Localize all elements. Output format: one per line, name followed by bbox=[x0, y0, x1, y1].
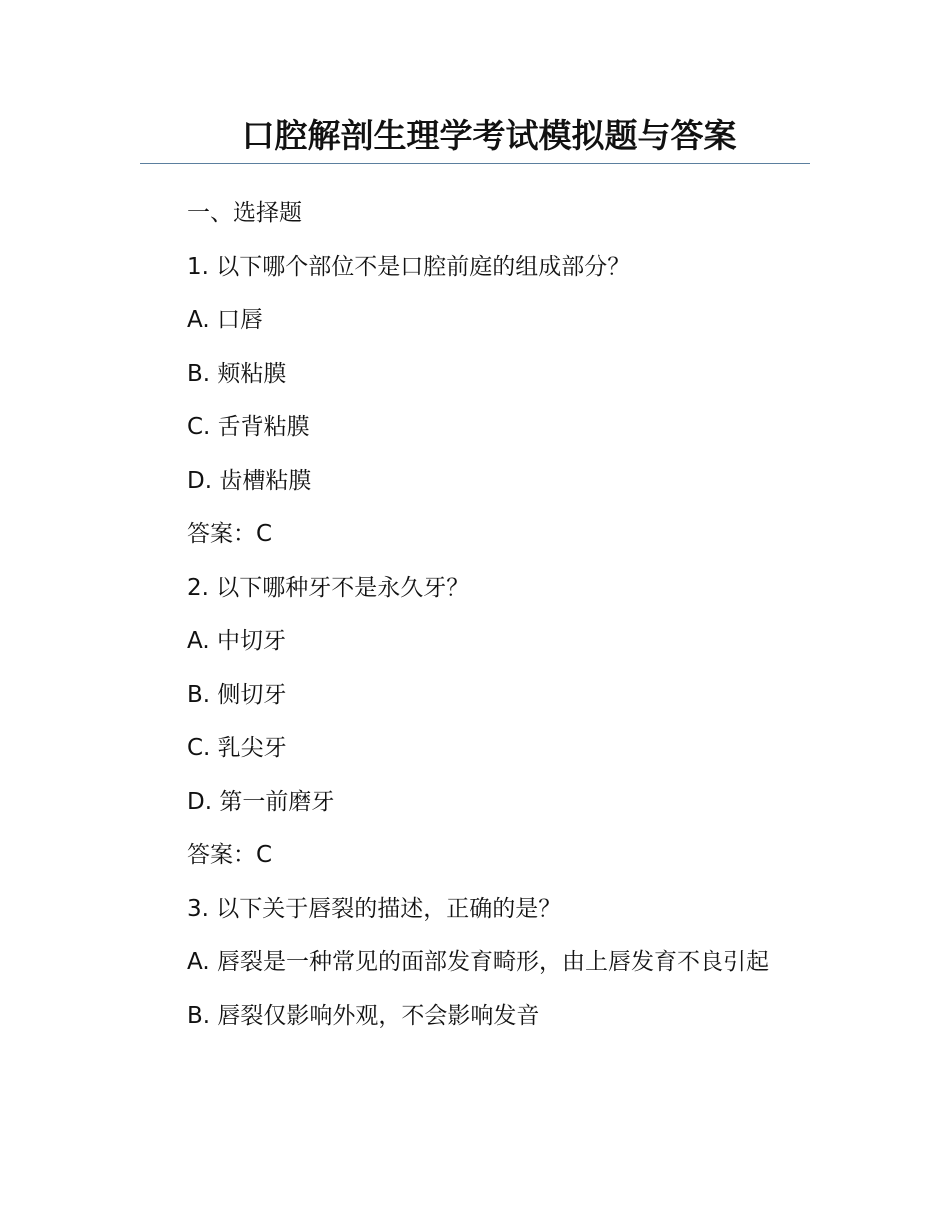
question-3-option-b: B. 唇裂仅影响外观，不会影响发音 bbox=[187, 1002, 540, 1029]
question-2-answer: 答案：C bbox=[187, 842, 273, 868]
section-heading: 一、选择题 bbox=[187, 200, 302, 226]
question-2-option-c: C. 乳尖牙 bbox=[187, 735, 287, 761]
question-1-option-b: B. 颊粘膜 bbox=[187, 360, 287, 387]
question-2-option-a: A. 中切牙 bbox=[187, 628, 286, 654]
document-title: 口腔解剖生理学考试模拟题与答案 bbox=[241, 116, 737, 155]
question-2-option-d: D. 第一前磨牙 bbox=[187, 788, 335, 815]
question-3: 3. 以下关于唇裂的描述，正确的是？ bbox=[187, 895, 562, 922]
question-3-option-a: A. 唇裂是一种常见的面部发育畸形，由上唇发育不良引起 bbox=[187, 949, 769, 975]
title-underline bbox=[140, 163, 810, 164]
question-1: 1. 以下哪个部位不是口腔前庭的组成部分？ bbox=[187, 253, 631, 280]
question-1-option-c: C. 舌背粘膜 bbox=[187, 414, 310, 440]
question-2: 2. 以下哪种牙不是永久牙？ bbox=[187, 574, 470, 601]
question-2-option-b: B. 侧切牙 bbox=[187, 681, 287, 708]
question-1-answer: 答案：C bbox=[187, 521, 273, 547]
question-1-option-a: A. 口唇 bbox=[187, 307, 263, 333]
question-1-option-d: D. 齿槽粘膜 bbox=[187, 467, 312, 494]
document-body bbox=[140, 192, 810, 1048]
